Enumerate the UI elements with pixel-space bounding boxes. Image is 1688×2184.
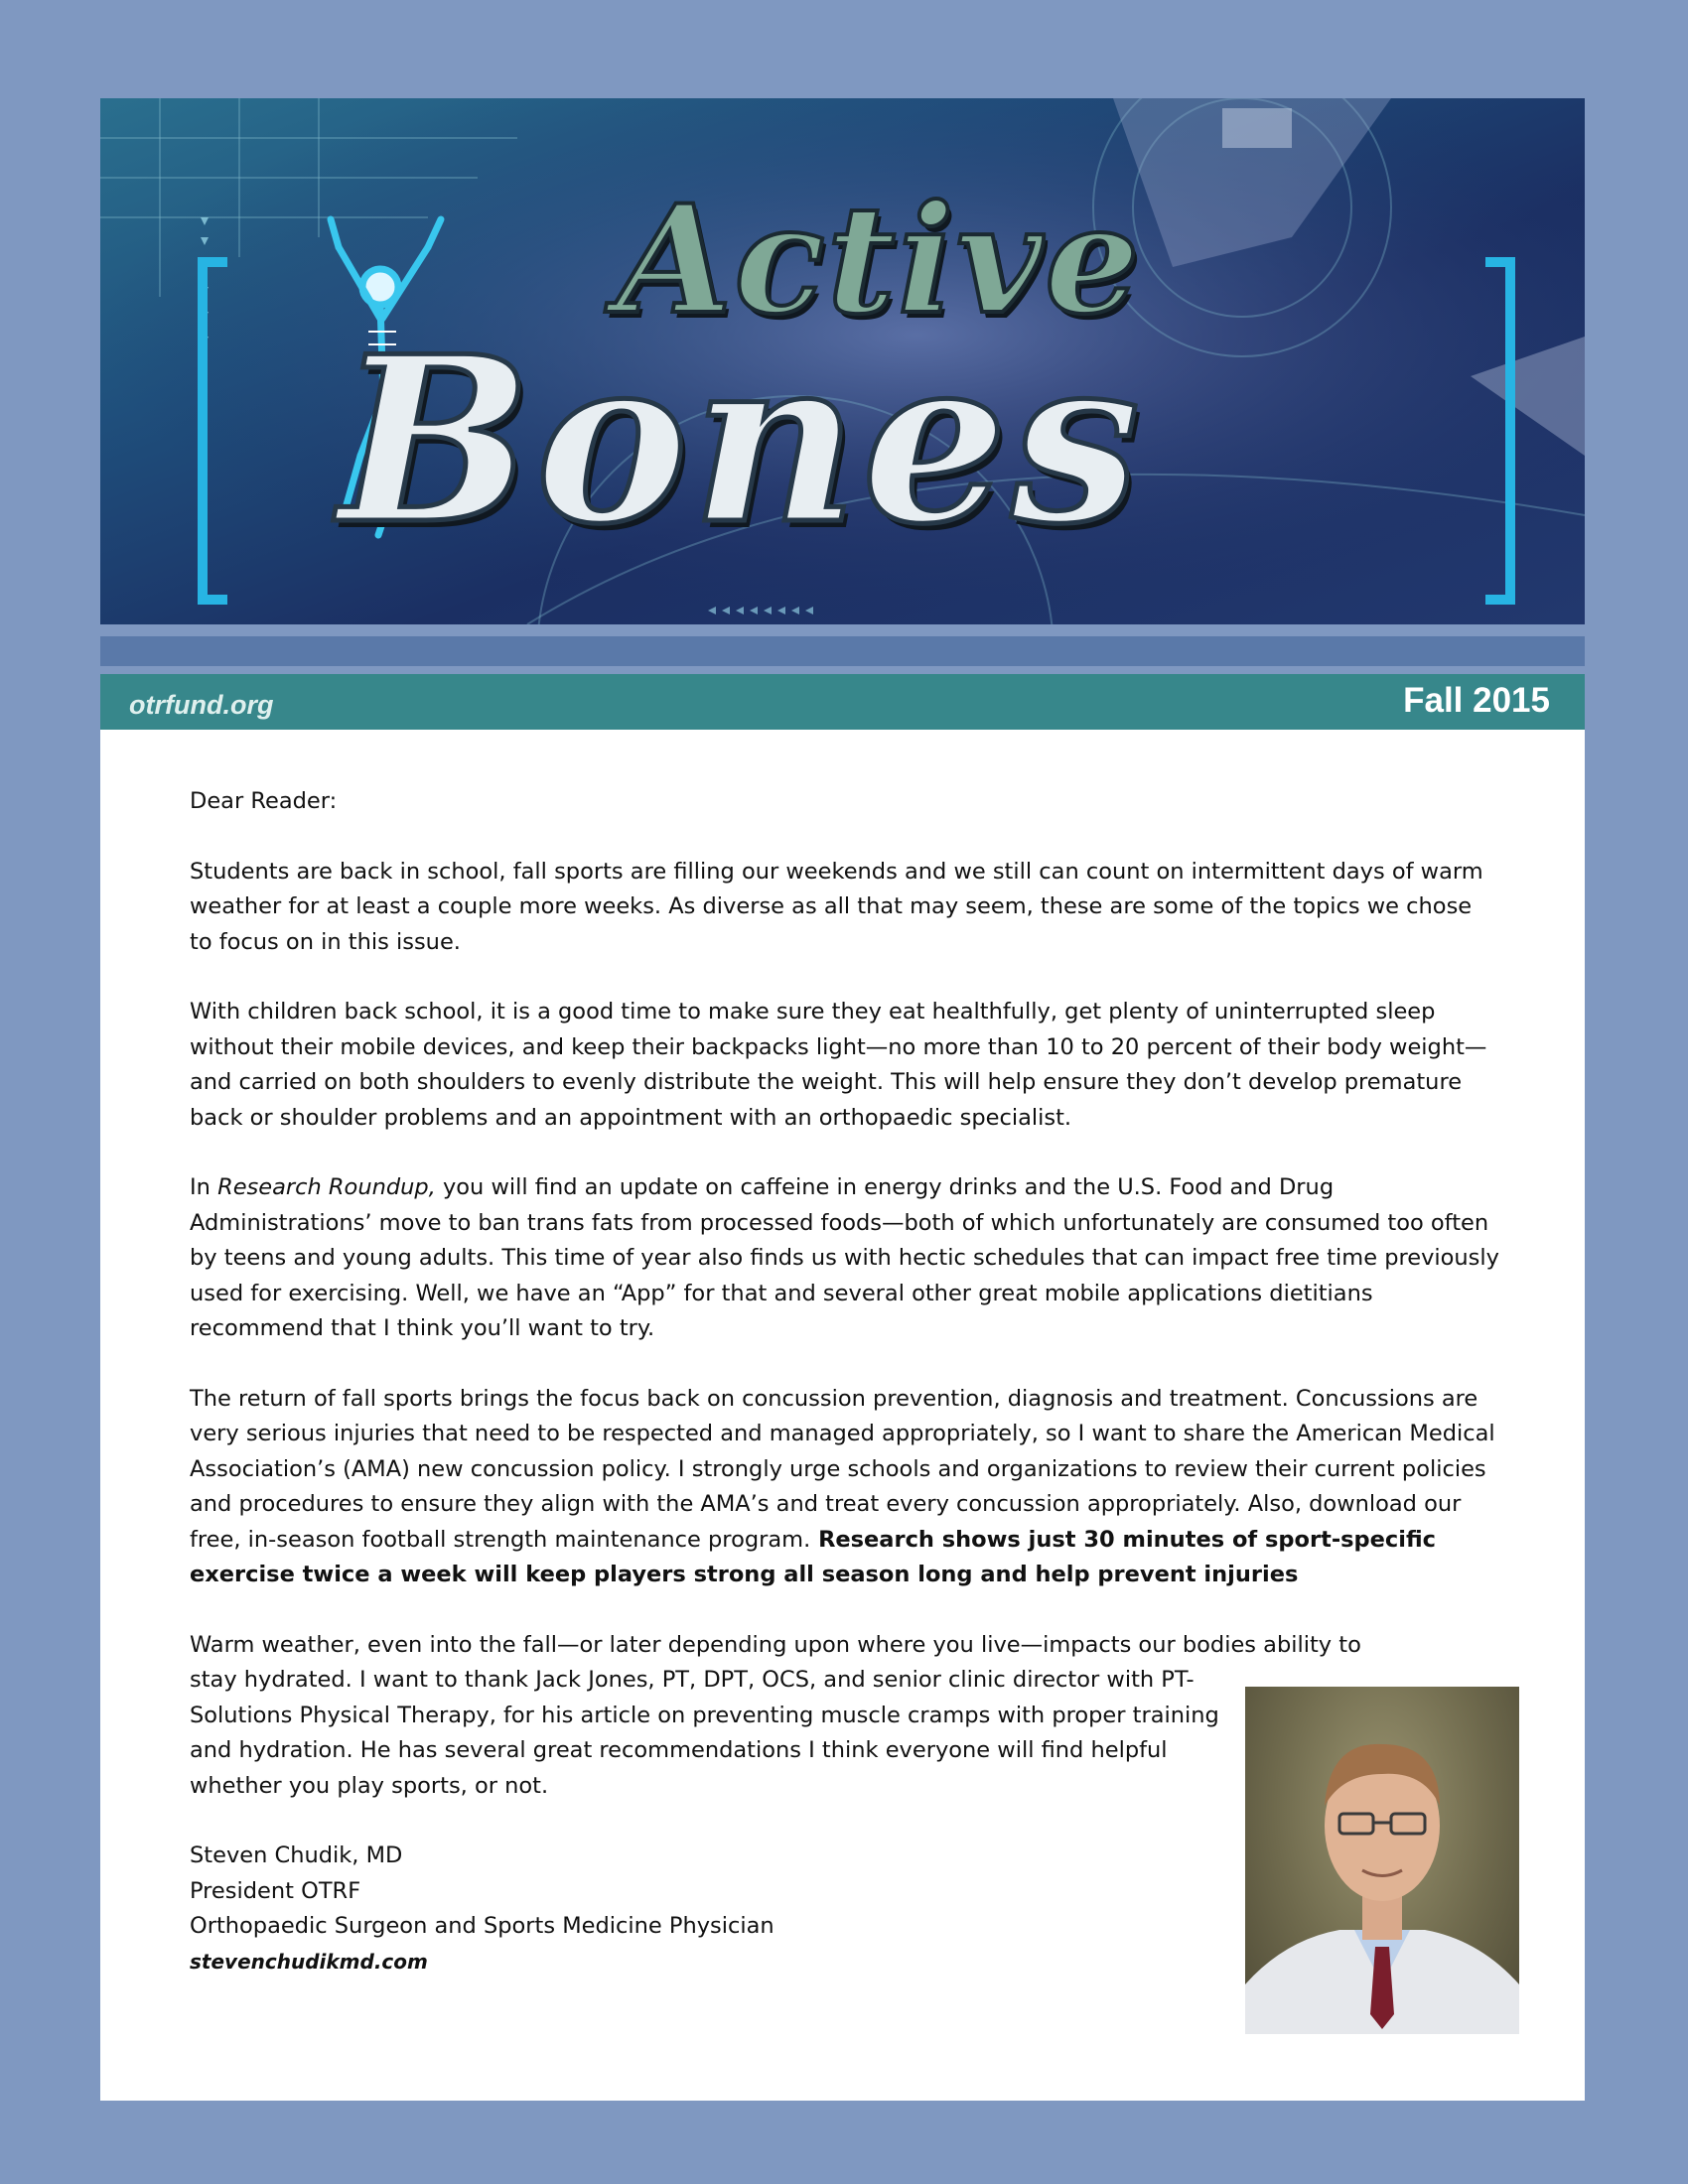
masthead-banner	[100, 98, 1585, 624]
issue-header-bar	[100, 674, 1585, 730]
p5-first-line: Warm weather, even into the fall—or later depending upon where you live—impacts our bodies ability to	[190, 1631, 1361, 1658]
letter-greeting: Dear Reader:	[190, 788, 338, 814]
masthead-title-bones: Bones	[339, 307, 1144, 575]
letter-paragraph-2: With children back school, it is a good time to make sure they eat healthfully, get plenty of uninterrupted sleep without their mobile devices, and keep their backpacks light—no more than 10 to 20 percent of their body weight—and carried on both shoulders to evenly distribute the weight. This will help ensure they don’t develop premature back or shoulder problems and an appointment with an orthopaedic specialist.	[190, 999, 1487, 1131]
masthead-title-active: Active	[617, 173, 1142, 347]
signature-role-2: Orthopaedic Surgeon and Sports Medicine Physician	[190, 1913, 774, 1939]
research-roundup-title: Research Roundup,	[217, 1174, 436, 1200]
signature-role-1: President OTRF	[190, 1877, 361, 1904]
p4-highlight: Research shows just 30 minutes of sport-specific exercise twice a week will keep players strong all season long and help prevent injuries	[190, 1526, 1436, 1587]
left-bracket-ornament	[198, 257, 227, 605]
p3-prefix: In	[190, 1174, 218, 1200]
author-portrait	[1245, 1687, 1519, 2034]
site-url-link[interactable]: otrfund.org	[129, 690, 274, 720]
p5-body: stay hydrated. I want to thank Jack Jones, PT, DPT, OCS, and senior clinic director with PT-Solutions Physical Therapy, for his article on preventing muscle cramps with proper training and hydration. He has several great recommendations I think everyone will find helpful whether you play sports, or not.	[190, 1667, 1219, 1799]
decorative-divider-bar	[100, 636, 1585, 666]
signature-name: Steven Chudik, MD	[190, 1843, 403, 1868]
letter-paragraph-1: Students are back in school, fall sports are filling our weekends and we still can count on intermittent days of warm weather for at least a couple more weeks. As diverse as all that may seem, these are some of the topics we chose to focus on in this issue.	[190, 858, 1483, 955]
letter-paragraph-4	[190, 1382, 1500, 1593]
signature-url-link[interactable]: stevenchudikmd.com	[190, 1949, 428, 1974]
issue-label: Fall 2015	[1403, 681, 1550, 720]
letter-panel	[100, 730, 1585, 2101]
p4-body: The return of fall sports brings the focus back on concussion prevention, diagnosis and treatment. Concussions are very serious injuries that need to be respected and managed appropriately, so I want to share the American Medical Association’s (AMA) new concussion policy. I strongly urge schools and organizations to review their current policies and procedures to ensure they align with the AMA’s and treat every concussion appropriately. Also, download our free, in-season football strength maintenance program.	[190, 1385, 1495, 1553]
letter-paragraph-3	[190, 1170, 1500, 1347]
portrait-illustration	[1245, 1687, 1519, 2034]
right-bracket-ornament	[1485, 257, 1515, 605]
p3-body: you will find an update on caffeine in energy drinks and the U.S. Food and Drug Administrations’ move to ban trans fats from processed foods—both of which unfortunately are consumed too often by teens and young adults. This time of year also finds us with hectic schedules that can impact free time previously used for exercising. Well, we have an “App” for that and several other great mobile applications dietitians recommend that I think you’ll want to try.	[190, 1174, 1499, 1341]
